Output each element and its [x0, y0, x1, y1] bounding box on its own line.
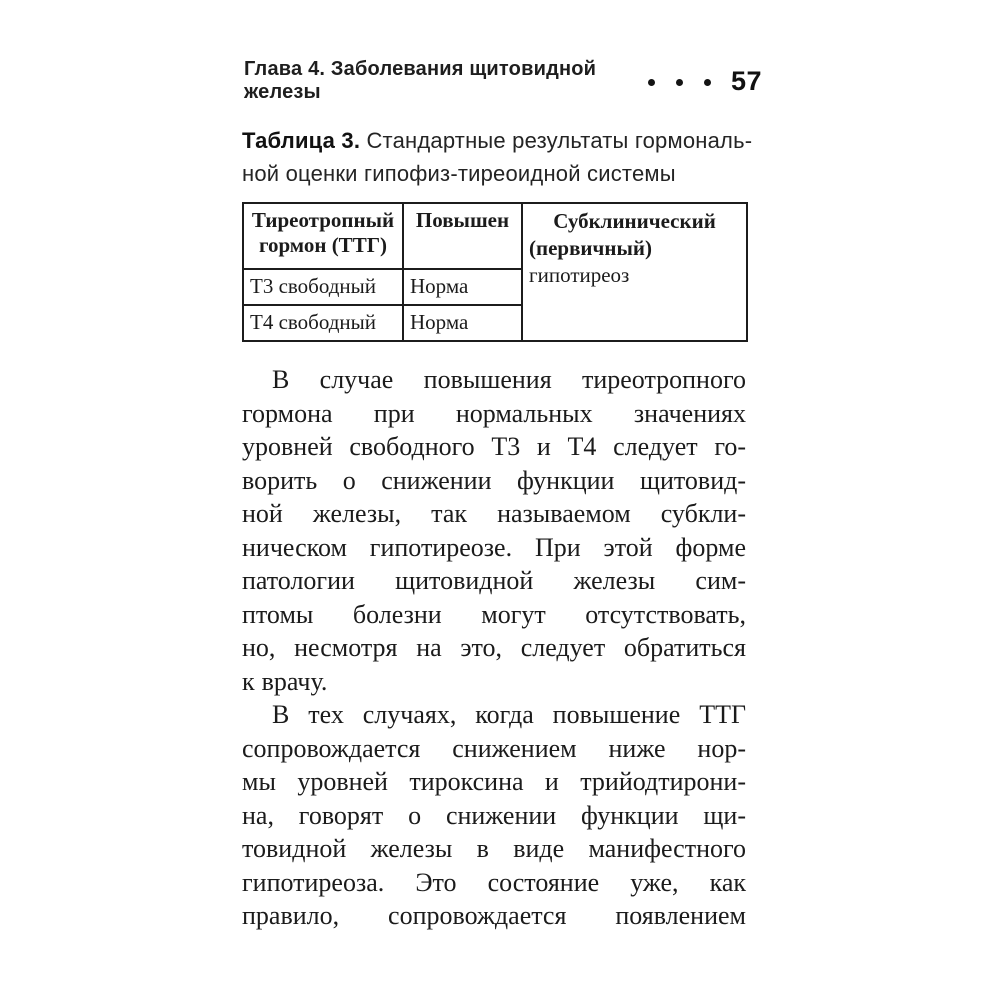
body-line: В случае повышения тиреотропного — [272, 365, 746, 394]
body-line: ническом гипотиреозе. При этой форме — [242, 532, 746, 562]
cell-t4-value: Норма — [403, 305, 522, 341]
running-header — [244, 58, 762, 104]
cell-t4-label: Т4 свободный — [243, 305, 403, 341]
page-number: 57 — [730, 65, 762, 96]
body-line: ворить о снижении функции щитовид- — [242, 465, 746, 495]
hormone-results-table-wrap — [242, 202, 748, 342]
body-line: В тех случаях, когда повышение ТТГ — [272, 700, 746, 729]
dot-icon — [648, 79, 655, 86]
body-line: сопровождается снижением ниже нор- — [242, 733, 746, 763]
table-caption — [242, 124, 758, 190]
diagnosis-line2: (первичный) — [529, 236, 652, 260]
cell-t3-label: Т3 свободный — [243, 269, 403, 305]
chapter-title: Глава 4. Заболевания щитовидной железы — [244, 58, 597, 103]
body-line: правило, сопровождается появлением — [242, 901, 746, 930]
body-line: на, говорят о снижении функции щи- — [242, 800, 746, 830]
hormone-results-table — [242, 202, 748, 342]
body-line: ной железы, так называемом субкли- — [242, 499, 746, 528]
header-dots-icon — [648, 76, 711, 86]
body-line: к врачу. — [242, 666, 328, 696]
body-line: товидной железы в виде манифестного — [242, 834, 746, 863]
dot-icon — [704, 79, 711, 86]
diagnosis-line1: Субклинический — [553, 209, 716, 233]
dot-icon — [676, 79, 683, 86]
diagnosis-line3: гипотиреоз — [529, 263, 630, 287]
table-row — [243, 203, 747, 269]
body-line: мы уровней тироксина и трийодтирони- — [242, 767, 746, 796]
cell-ttg-header: Тиреотропный гормон (ТТГ) — [243, 203, 403, 269]
table-caption-text: Стандартные результаты гормональ- — [360, 128, 753, 153]
table-caption-label: Таблица 3. — [242, 128, 361, 153]
cell-t3-value: Норма — [403, 269, 522, 305]
table-caption-line2: ной оценки гипофиз-тиреоидной системы — [242, 161, 676, 186]
cell-ttg-value: Повышен — [403, 203, 522, 269]
table-caption-line1 — [242, 124, 758, 157]
body-line: гормона при нормальных значениях — [242, 398, 746, 428]
body-text — [242, 363, 746, 933]
body-line: гипотиреоза. Это состояние уже, как — [242, 867, 746, 897]
body-line: патологии щитовидной железы сим- — [242, 566, 746, 595]
body-line: уровней свободного Т3 и Т4 следует го- — [242, 432, 746, 461]
header-right-group — [648, 66, 762, 97]
cell-diagnosis — [522, 203, 747, 341]
body-line: птомы болезни могут отсутствовать, — [242, 599, 746, 629]
body-line: но, несмотря на это, следует обратиться — [242, 633, 746, 662]
